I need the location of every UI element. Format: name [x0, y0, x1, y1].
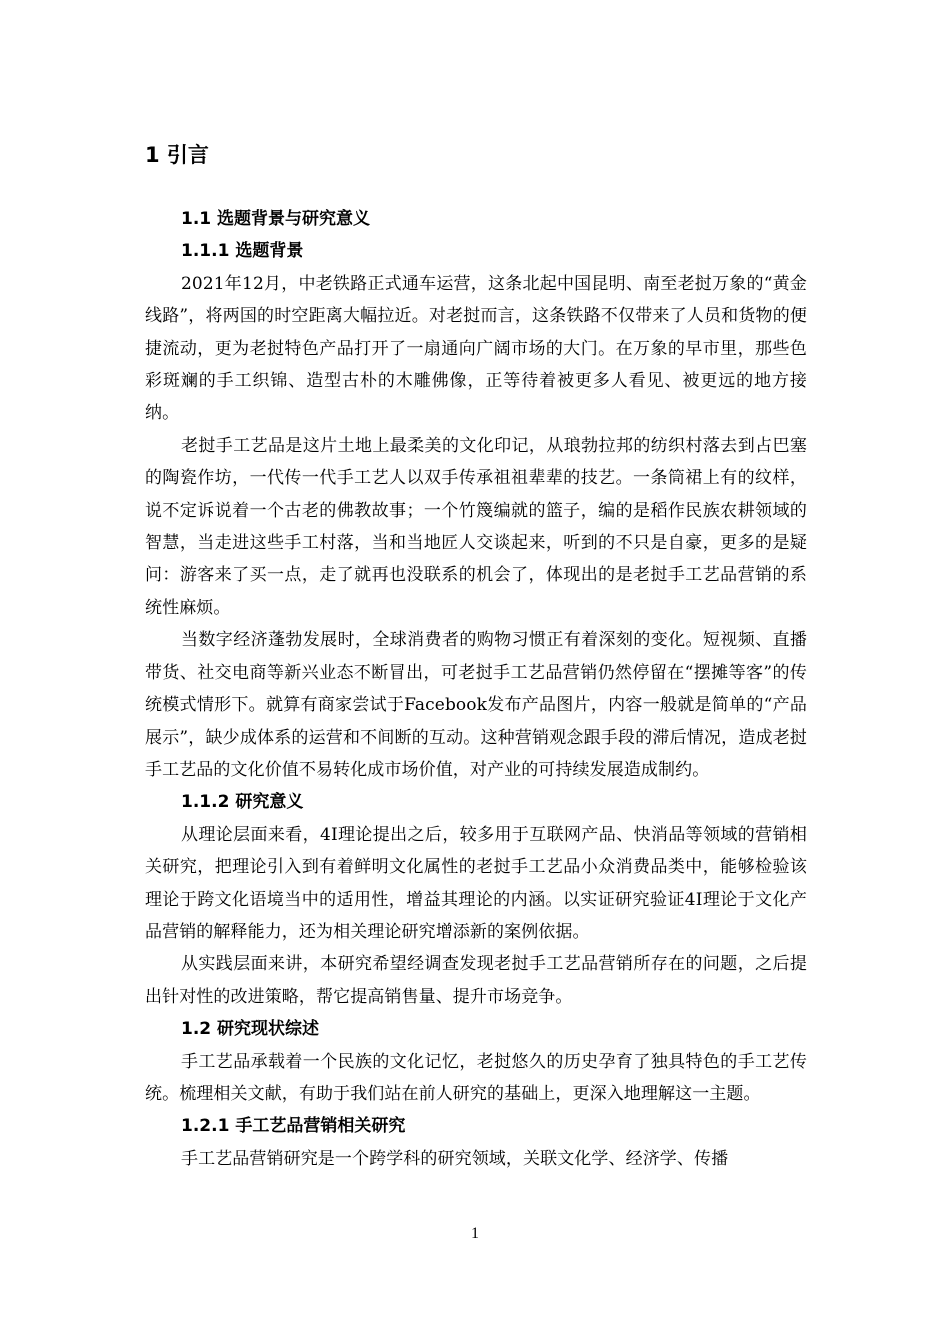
chapter-title: 1 引言: [145, 143, 209, 167]
section-heading-1-2: 1.2 研究现状综述: [181, 1019, 320, 1040]
paragraph-4: 从理论层面来看，4I理论提出之后，较多用于互联网产品、快消品等领域的营销相关研究，把理论引入到有着鲜明文化属性的老挝手工艺品小众消费品类中，能够检验该理论于跨文化语境当中的适用性，增益其理论的内涵。以实证研究验证4I理论于文化产品营销的解释能力，还为相关理论研究增添新的案例依据。: [145, 824, 807, 942]
paragraph-3: 当数字经济蓬勃发展时，全球消费者的购物习惯正有着深刻的变化。短视频、直播带货、社交电商等新兴业态不断冒出，可老挝手工艺品营销仍然停留在“摆摊等客”的传统模式情形下。就算有商家尝试于Facebook发布产品图片，内容一般就是简单的“产品展示”，缺少成体系的运营和不间断的互动。这种营销观念跟手段的滞后情况，造成老挝手工艺品的文化价值不易转化成市场价值，对产业的可持续发展造成制约。: [145, 630, 807, 780]
section-heading-1-2-1: 1.2.1 手工艺品营销相关研究: [181, 1116, 406, 1137]
page-number: 1: [471, 1225, 479, 1242]
section-heading-1-1-2: 1.1.2 研究意义: [181, 792, 304, 813]
section-heading-1-1: 1.1 选题背景与研究意义: [181, 209, 371, 229]
paragraph-6: 手工艺品承载着一个民族的文化记忆，老挝悠久的历史孕育了独具特色的手工艺传统。梳理相关文献，有助于我们站在前人研究的基础上，更深入地理解这一主题。: [145, 1051, 807, 1104]
paragraph-7: 手工艺品营销研究是一个跨学科的研究领域，关联文化学、经济学、传播: [181, 1148, 729, 1169]
page-body: [145, 141, 807, 1175]
paragraph-1: 2021年12月，中老铁路正式通车运营，这条北起中国昆明、南至老挝万象的“黄金线路”，将两国的时空距离大幅拉近。对老挝而言，这条铁路不仅带来了人员和货物的便捷流动，更为老挝特色产品打开了一扇通向广阔市场的大门。在万象的早市里，那些色彩斑斓的手工织锦、造型古朴的木雕佛像，正等待着被更多人看见、被更远的地方接纳。: [145, 273, 807, 424]
paragraph-5: 从实践层面来讲，本研究希望经调查发现老挝手工艺品营销所存在的问题，之后提出针对性的改进策略，帮它提高销售量、提升市场竞争。: [145, 954, 807, 1007]
paragraph-2: 老挝手工艺品是这片土地上最柔美的文化印记，从琅勃拉邦的纺织村落去到占巴塞的陶瓷作坊，一代传一代手工艺人以双手传承祖祖辈辈的技艺。一条筒裙上有的纹样，说不定诉说着一个古老的佛教故事；一个竹篾编就的篮子，编的是稻作民族农耕领域的智慧，当走进这些手工村落，当和当地匠人交谈起来，听到的不只是自豪，更多的是疑问：游客来了买一点，走了就再也没联系的机会了，体现出的是老挝手工艺品营销的系统性麻烦。: [145, 435, 807, 618]
section-heading-1-1-1: 1.1.1 选题背景: [181, 241, 304, 262]
